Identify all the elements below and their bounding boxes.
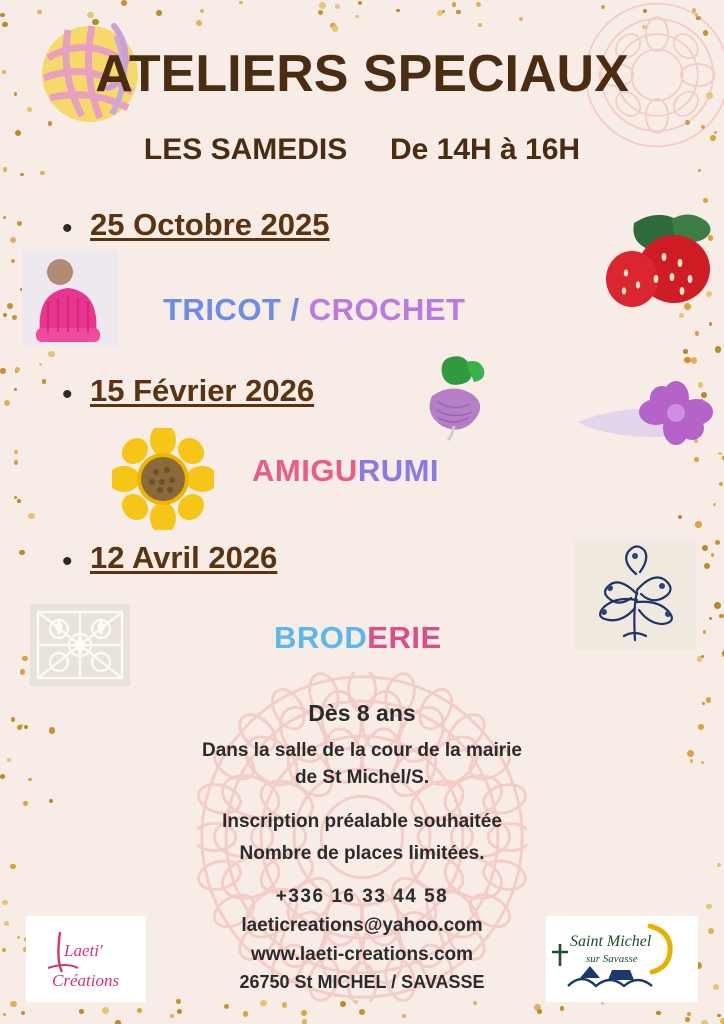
logo-laeti-creations [26, 916, 146, 1002]
registration-note: Inscription préalable souhaitée [222, 811, 502, 832]
session-theme-1 [163, 292, 466, 328]
crochet-strawberries-image [586, 195, 716, 325]
session-theme-2-label: AMIGURUMI [252, 453, 440, 488]
session-date-3: 12 Avril 2026 [90, 540, 278, 575]
contact-email[interactable]: laeticreations@yahoo.com [241, 915, 483, 936]
subtitle [0, 133, 724, 167]
lace-doily-square-image [30, 604, 130, 686]
svg-text:Créations: Créations [52, 971, 120, 990]
subtitle-hours: De 14H à 16H [389, 133, 581, 166]
age-note: Dès 8 ans [308, 700, 416, 726]
contact-website[interactable]: www.laeti-creations.com [250, 944, 474, 965]
svg-text:Saint Michel: Saint Michel [570, 933, 652, 950]
crochet-sunflower-image [112, 428, 214, 530]
pink-knitted-hat-image [22, 250, 118, 346]
contact-address: 26750 St MICHEL / SAVASSE [239, 972, 485, 992]
session-theme-2 [252, 453, 439, 489]
bullet-icon-2: • [62, 378, 73, 411]
session-theme-3 [274, 620, 442, 656]
location-line-1: Dans la salle de la cour de la mairie [202, 740, 522, 761]
crochet-flower-headband-image [576, 372, 716, 452]
bullet-icon-1: • [62, 212, 73, 245]
svg-text:sur Savasse: sur Savasse [586, 953, 638, 965]
session-date-2: 15 Février 2026 [90, 373, 315, 408]
session-theme-3-label: BRODERIE [274, 620, 442, 655]
logo-saint-michel-sur-savasse [546, 916, 698, 1002]
svg-text:Laeti': Laeti' [64, 941, 103, 960]
session-date-1: 25 Octobre 2025 [90, 207, 330, 242]
crochet-radish-image [408, 352, 500, 444]
capacity-note: Nombre de places limitées. [239, 843, 485, 864]
contact-phone[interactable]: +336 16 33 44 58 [275, 886, 449, 907]
bullet-icon-3: • [62, 545, 73, 578]
session-theme-1-label: TRICOT / CROCHET [163, 292, 466, 327]
location-line-2: de St Michel/S. [294, 767, 430, 788]
page-title: ATELIERS SPECIAUX [95, 45, 629, 103]
embroidered-tree-image [574, 540, 696, 650]
subtitle-days: LES SAMEDIS [143, 133, 348, 166]
